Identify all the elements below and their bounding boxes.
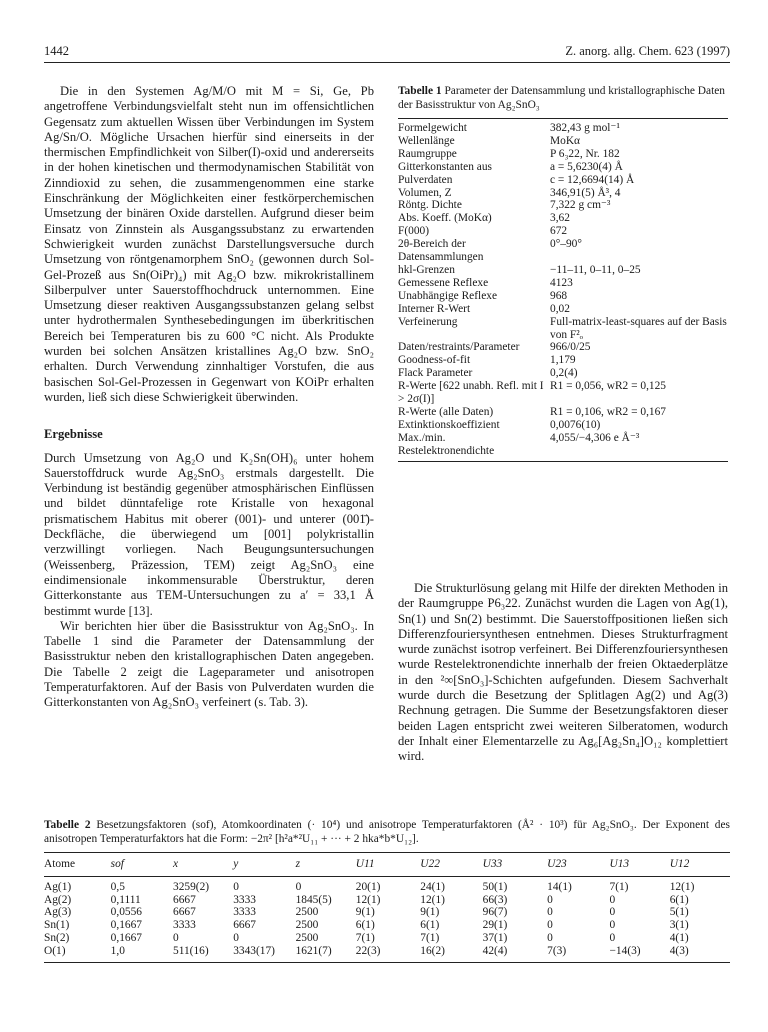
structure-solution-paragraph: Die Strukturlösung gelang mit Hilfe der direkten Methoden in der Raumgruppe P6₃22. Zunächst wurden die Lagen von Ag(1), Sn(1) und Sn(2) bestimmt. Die Sauerstoffpositionen ließen sich Differenzfouriersynthesen entnehmen. Dieses Strukturfragment wurde zunächst isotrop verfeinert. Bei Differenzfouriersynthesen wurde Restelektronendichte innerhalb der freien Oktaederplätze in den ²∞[SnO₃]-Schichten aufgefunden. Diesem Sachverhalt wurde durch die Besetzung der Splitlagen Ag(2) und Ag(3) Rechnung getragen. Die Summe der Besetzungsfaktoren dieser beiden Lagen entspricht zwei weiteren Silberatomen, wodurch der Inhalt einer Elementarzelle zu Ag₆[Ag₂Sn₄]O₁₂ komplettiert wird. [398,581,728,764]
table-2-row [44,932,730,945]
table-2-cell: 6(1) [355,919,375,932]
table-2-cell: 0,5 [110,880,125,893]
table-1-value: R1 = 0,106, wR2 = 0,167 [550,405,667,418]
table-2-cell: 7(1) [355,931,375,944]
table-1-row [398,316,728,342]
table-2-cell: 0 [547,906,553,919]
table-2-cell: 0,1111 [110,893,141,906]
table-2-cell: 2500 [295,931,319,944]
table-1-value: 7,322 g cm⁻³ [550,199,611,212]
table-2-caption-text: Besetzungsfaktoren (sof), Atomkoordinaten (· 10⁴) und anisotrope Temperaturfaktoren (Å² · 10³) für Ag₂SnO₃. Der Exponent des anisotropen Temperaturfaktors hat die Form: −2π² [h²a*²U₁₁ + ··· + 2 hka*b*U₁₂]. [44,819,730,845]
table-1-key: Formelgewicht [398,122,467,134]
table-2-cell: 3343(17) [233,944,275,957]
table-2-cell: 22(3) [355,944,381,957]
table-1-value: Full-matrix-least-squares auf der Basis von F²ₒ [550,315,727,341]
page-header [44,44,730,60]
table-2-cell: 4(1) [669,931,689,944]
table-2-cell: 12(1) [355,893,381,906]
table-2-header: Atome [44,853,111,877]
table-1-row [398,264,728,277]
table-1-caption [398,84,728,112]
table-2-row [44,906,730,919]
table-1-row [398,174,728,187]
table-1-key: Pulverdaten [398,173,453,186]
table-1-value: 0,2(4) [550,367,578,380]
table-2-cell: 50(1) [482,880,508,893]
table-1-key: Extinktionskoeffizient [398,418,500,431]
table-2-cell: 0 [233,931,239,944]
header-rule [44,62,730,63]
table-2-cell: 6(1) [420,919,440,932]
table-2-header: sof [111,853,173,877]
table-2-cell: 4(3) [669,944,689,957]
table-1-value: a = 5,6230(4) Å [550,160,623,173]
table-2-cell: 9(1) [420,906,440,919]
table-2 [44,818,730,963]
table-2-cell: 0 [547,931,553,944]
table-2-header: U11 [356,853,421,877]
results-paragraph-2: Wir berichten hier über die Basisstruktur von Ag₂SnO₃. In Tabelle 1 sind die Parameter der Datensammlung der Basisstruktur neben den kristallographischen Daten angegeben. Die Tabelle 2 zeigt die Lageparameter und anisotropen Temperaturfaktoren. Auf der Basis von Pulverdaten wurden die Gitterkonstanten von Ag₂SnO₃ verfeinert (s. Tab. 3). [44,618,374,710]
table-2-header: U13 [610,853,670,877]
table-1-key: Goodness-of-fit [398,354,471,367]
table-2-cell: 16(2) [420,944,445,957]
table-2-cell: 24(1) [420,880,445,893]
table-1-row [398,419,728,432]
table-1-key: Verfeinerung [398,315,458,328]
table-2-cell: 14(1) [547,880,572,893]
table-1-row [398,119,728,135]
table-2-header: x [173,853,233,877]
table-2-cell: 0 [609,893,616,906]
table-2-header: y [233,853,295,877]
table-2-cell: 0 [609,906,616,919]
table-2-cell: 3333 [173,919,196,932]
table-1-value: 346,91(5) Å³, 4 [550,186,621,199]
table-1-key: Flack Parameter [398,367,473,380]
table-1-key: Abs. Koeff. (MoKα) [398,212,492,225]
table-2-cell: 1621(7) [295,944,332,957]
table-1-row [398,277,728,290]
table-1-key: Raumgruppe [398,147,457,160]
table-2-cell: 66(3) [482,893,508,906]
table-1 [398,84,728,462]
table-1-value: 966/0/25 [550,341,591,354]
table-1-grid [398,118,728,462]
table-1-value: 672 [550,225,568,238]
table-1-key: Volumen, Z [398,186,452,199]
table-2-cell: 42(4) [482,944,508,957]
table-2-cell: 0 [295,880,302,893]
table-1-key: hkl-Grenzen [398,263,455,276]
table-1-value: P 6₃22, Nr. 182 [550,147,620,160]
table-2-cell: 29(1) [482,919,508,932]
table-1-value: R1 = 0,056, wR2 = 0,125 [550,380,667,393]
table-2-cell: 1845(5) [295,893,332,906]
table-2-label: Tabelle 2 [44,819,91,831]
table-2-cell: 12(1) [420,893,445,906]
table-2-cell: 12(1) [669,880,695,893]
table-2-cell: 3333 [233,893,256,906]
table-1-row [398,212,728,225]
table-2-cell: 511(16) [173,944,209,957]
table-1-row [398,303,728,316]
table-1-key: Max./min. Restelektronendichte [398,431,495,457]
results-paragraph-1: Durch Umsetzung von Ag₂O und K₂Sn(OH)₆ unter hohem Sauerstoffdruck wurde Ag₂SnO₃ erstmals dargestellt. Die Verbindung ist beständig gegenüber atmosphärischen Einflüssen und bildet dünntafelige rote Kristalle von hexagonal prismatischem Habitus mit oberer (001)- und unterer (001̄)-Deckfläche, die überwiegend um [001] polykristallin verzwillingt vorliegen. Nach Beugungsuntersuchungen (Weissenberg, Präzession, TEM) zeigt Ag₂SnO₃ eine eindimensionale inkommensurable Überstruktur, deren Gitterkonstante aus TEM-Untersuchungen zu a′ = 33,1 Å bestimmt wurde [13]. [44,450,374,618]
table-2-header: U12 [670,853,730,877]
table-1-key: Unabhängige Reflexe [398,289,497,302]
table-1-value: 0°–90° [550,238,582,251]
table-2-cell: Sn(2) [44,931,70,944]
table-2-header: U23 [547,853,609,877]
table-1-caption-text: Parameter der Datensammlung und kristallographische Daten der Basisstruktur von Ag₂SnO₃ [398,85,725,111]
table-2-cell: 6667 [233,919,256,932]
table-1-key: F(000) [398,225,430,238]
table-2-cell: 20(1) [355,880,381,893]
table-1-key: Gemessene Reflexe [398,276,489,289]
intro-paragraph: Die in den Systemen Ag/M/O mit M = Si, Ge, Pb angetroffene Verbindungsvielfalt steht nun im offensichtlichen Gegensatz zum aktuellen Wissen über Verbindungen im System Ag/Sn/O. Mögliche Ursachen hierfür sind einerseits in der thermischen Empfindlichkeit von Silber(I)-oxid und andererseits in der hohen kinetischen und thermodynamischen Stabilität von Zinndioxid zu sehen, die zusammengenommen eine starke Einschränkung der Möglichkeiten einer festkörperchemischen Umsetzung der binären Oxide darstellen. Aufgrund dieser beim Einsatz von Zinnstein als Ausgangssubstanz zu erwartenden Schwierigkeit wurden zunächst Darstellungsversuche durch Umsetzung von röntgenamorphem SnO₂ (gewonnen durch Sol-Gel-Prozeß aus Sn(OiPr)₄) mit Ag₂O bzw. mikrokristallinem Silberpulver unter Sauerstoffhochdruck unternommen. Eine Umsetzung dieser reaktiven Ausgangssubstanzen gelang selbst unter hydrothermalen Synthesebedingungen im überkritischen Bereich bei Temperaturen bis zu 600 °C nicht. Als Produkte wurden bei solchen Ansätzen kristallines Ag₂O bzw. SnO₂ erhalten. Durch Verwendung zinnhaltiger Vorstufen, die aus basischen Sol-Gel-Prozessen in Gegenwart von KOiPr erhalten wurden, ließ sich diese Schwierigkeit überwinden. [44,84,374,404]
table-1-key: Röntg. Dichte [398,199,462,212]
table-2-cell: 0,1667 [110,931,142,944]
left-column [44,84,374,711]
section-heading-ergebnisse: Ergebnisse [44,427,103,442]
table-2-row [44,894,730,907]
table-1-row [398,238,728,264]
table-2-cell: 5(1) [669,906,689,919]
table-1-row [398,161,728,174]
table-2-cell: 0 [609,931,616,944]
table-2-cell: 0 [173,931,179,944]
table-1-value: 3,62 [550,212,570,225]
table-2-cell: 6667 [173,893,196,906]
table-1-row [398,225,728,238]
page-number: 1442 [44,44,69,58]
table-1-key: Interner R-Wert [398,302,471,315]
table-1-value: MoKα [550,134,581,147]
table-2-cell: 9(1) [355,906,375,919]
table-2-cell: 3333 [233,906,256,919]
table-1-key: Daten/restraints/Parameter [398,341,520,354]
table-1-value: 0,0076(10) [550,418,601,431]
table-2-header: U22 [420,853,482,877]
table-1-value: 968 [550,289,568,302]
table-2-cell: 7(1) [609,880,629,893]
right-column [398,581,728,765]
table-2-cell: −14(3) [609,944,641,957]
table-2-row [44,919,730,932]
table-1-row [398,432,728,461]
table-1-row [398,187,728,200]
table-1-label: Tabelle 1 [398,85,442,97]
table-2-cell: Sn(1) [44,919,70,932]
table-2-cell: 3259(2) [173,880,210,893]
table-1-row [398,354,728,367]
table-1-row [398,290,728,303]
table-2-grid [44,852,730,963]
table-2-cell: 0 [547,919,553,932]
table-2-header: U33 [483,853,548,877]
table-1-key: Wellenlänge [398,134,455,147]
table-1-key: 2θ-Bereich der Datensammlungen [398,238,484,264]
table-1-key: R-Werte [622 unabh. Refl. mit I > 2σ(I)] [398,380,544,406]
table-2-header: z [296,853,356,877]
table-1-row [398,380,728,406]
journal-reference: Z. anorg. allg. Chem. 623 (1997) [565,44,730,58]
table-2-cell: 2500 [295,906,319,919]
table-2-cell: 96(7) [482,906,508,919]
table-1-row [398,135,728,148]
table-1-value: −11–11, 0–11, 0–25 [550,263,641,276]
table-2-cell: 3(1) [669,919,689,932]
table-2-cell: 1,0 [110,944,125,957]
table-2-cell: 7(3) [547,944,567,957]
table-1-row [398,406,728,419]
table-2-cell: 0 [547,893,553,906]
table-2-cell: 0,1667 [110,919,142,932]
table-2-cell: 7(1) [420,931,440,944]
table-1-value: c = 12,6694(14) Å [550,173,635,186]
table-1-key: Gitterkonstanten aus [398,160,492,173]
table-1-value: 4,055/−4,306 e Å⁻³ [550,431,640,444]
table-2-row [44,876,730,893]
table-1-value: 382,43 g mol⁻¹ [550,122,620,134]
table-2-cell: 0,0556 [110,906,142,919]
table-1-row [398,367,728,380]
table-2-cell: Ag(3) [44,906,72,919]
table-2-cell: 6(1) [669,893,689,906]
table-2-cell: 0 [233,880,239,893]
table-2-cell: 0 [609,919,616,932]
table-2-caption [44,818,730,846]
table-2-row [44,945,730,962]
table-2-cell: 2500 [295,919,319,932]
table-2-cell: 37(1) [482,931,508,944]
table-1-row [398,341,728,354]
table-1-row [398,199,728,212]
table-1-key: R-Werte (alle Daten) [398,405,494,418]
table-2-cell: 6667 [173,906,196,919]
table-2-cell: Ag(2) [44,893,72,906]
table-2-cell: Ag(1) [44,880,72,893]
table-1-value: 4123 [550,276,573,289]
table-1-value: 0,02 [550,302,570,315]
table-2-cell: O(1) [44,944,66,957]
table-1-value: 1,179 [550,354,576,367]
table-1-row [398,148,728,161]
